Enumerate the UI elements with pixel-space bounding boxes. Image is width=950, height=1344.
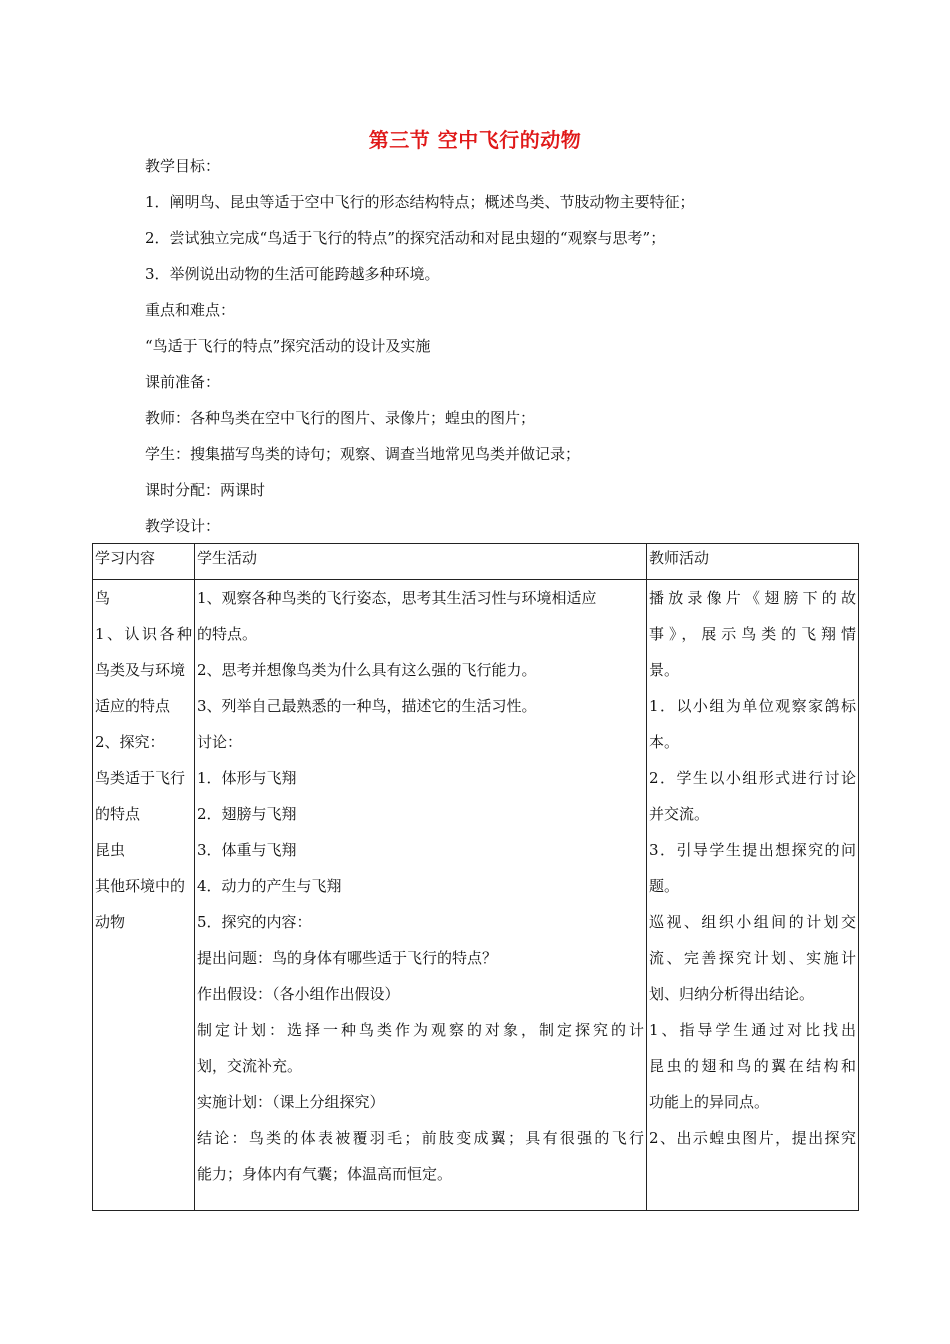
teacher-line: 景。	[649, 661, 680, 679]
lesson-table	[92, 543, 859, 1211]
teacher-line: 巡视、组织小组间的计划交	[649, 913, 856, 931]
activity-line: 实施计划：（课上分组探究）	[197, 1093, 385, 1111]
content-line: 1、认识各种	[95, 625, 192, 643]
content-line: 适应的特点	[95, 697, 171, 715]
activity-line: 5．探究的内容：	[197, 913, 312, 931]
teacher-line: 1、指导学生通过对比找出	[649, 1021, 856, 1039]
teacher-line: 功能上的异同点。	[649, 1093, 770, 1111]
content-line: 其他环境中的	[95, 877, 186, 895]
intro-section	[145, 148, 865, 544]
teacher-line: 题。	[649, 877, 680, 895]
objective-line: 2．尝试独立完成“鸟适于飞行的特点”的探究活动和对昆虫翅的“观察与思考”；	[145, 229, 666, 247]
activity-line: 4．动力的产生与飞翔	[197, 877, 342, 895]
activity-line: 能力；身体内有气囊；体温高而恒定。	[197, 1165, 453, 1183]
activity-line: 提出问题：鸟的身体有哪些适于飞行的特点？	[197, 949, 498, 967]
activity-line: 2．翅膀与飞翔	[197, 805, 297, 823]
key-point-line: “鸟适于飞行的特点”探究活动的设计及实施	[145, 337, 431, 355]
section-heading: 课前准备：	[145, 373, 221, 391]
teacher-line: 事》，展示鸟类的飞翔情	[649, 625, 856, 643]
table-row	[93, 580, 859, 1211]
content-line: 昆虫	[95, 841, 126, 859]
activity-line: 讨论：	[197, 733, 243, 751]
content-line: 2、探究：	[95, 733, 165, 751]
teacher-activity-cell	[647, 580, 859, 1211]
page-title: 第三节 空中飞行的动物	[368, 128, 582, 152]
preparation-line: 教师：各种鸟类在空中飞行的图片、录像片；蝗虫的图片；	[145, 409, 536, 427]
activity-line: 2、思考并想像鸟类为什么具有这么强的飞行能力。	[197, 661, 537, 679]
activity-line: 1．体形与飞翔	[197, 769, 297, 787]
content-cell	[93, 580, 195, 1211]
teacher-line: 昆虫的翅和鸟的翼在结构和	[649, 1057, 856, 1075]
preparation-line: 学生：搜集描写鸟类的诗句；观察、调查当地常见鸟类并做记录；	[145, 445, 581, 463]
section-heading: 重点和难点：	[145, 301, 236, 319]
activity-line: 1、观察各种鸟类的飞行姿态，思考其生活习性与环境相适应	[197, 589, 597, 607]
teacher-line: 划、归纳分析得出结论。	[649, 985, 815, 1003]
activity-line: 结论：鸟类的体表被覆羽毛；前肢变成翼；具有很强的飞行	[197, 1129, 644, 1147]
content-line: 鸟类适于飞行	[95, 769, 186, 787]
teacher-line: 本。	[649, 733, 680, 751]
teacher-line: 播放录像片《翅膀下的故	[649, 589, 856, 607]
objective-line: 3．举例说出动物的生活可能跨越多种环境。	[145, 265, 440, 283]
content-line: 鸟类及与环境	[95, 661, 186, 679]
teacher-line: 1．以小组为单位观察家鸽标	[649, 697, 856, 715]
schedule-line: 课时分配：两课时	[145, 481, 266, 499]
section-heading: 教学目标：	[145, 157, 221, 175]
content-line: 动物	[95, 913, 126, 931]
table-header-row	[93, 544, 859, 580]
teacher-line: 流、完善探究计划、实施计	[649, 949, 856, 967]
header-cell-content: 学习内容	[93, 544, 195, 580]
activity-line: 制定计划：选择一种鸟类作为观察的对象，制定探究的计	[197, 1021, 644, 1039]
section-heading: 教学设计：	[145, 517, 221, 535]
content-line: 的特点	[95, 805, 141, 823]
teacher-line: 并交流。	[649, 805, 710, 823]
teacher-line: 2、出示蝗虫图片，提出探究	[649, 1129, 856, 1147]
student-activity-cell	[195, 580, 647, 1211]
teacher-line: 2．学生以小组形式进行讨论	[649, 769, 856, 787]
activity-line: 作出假设：（各小组作出假设）	[197, 985, 400, 1003]
teacher-line: 3．引导学生提出想探究的问	[649, 841, 856, 859]
header-cell-student: 学生活动	[195, 544, 647, 580]
activity-line: 3、列举自己最熟悉的一种鸟，描述它的生活习性。	[197, 697, 537, 715]
activity-line: 3．体重与飞翔	[197, 841, 297, 859]
activity-line: 划，交流补充。	[197, 1057, 303, 1075]
activity-line: 的特点。	[197, 625, 258, 643]
content-line: 鸟	[95, 589, 111, 607]
objective-line: 1．阐明鸟、昆虫等适于空中飞行的形态结构特点；概述鸟类、节肢动物主要特征；	[145, 193, 695, 211]
header-cell-teacher: 教师活动	[647, 544, 859, 580]
